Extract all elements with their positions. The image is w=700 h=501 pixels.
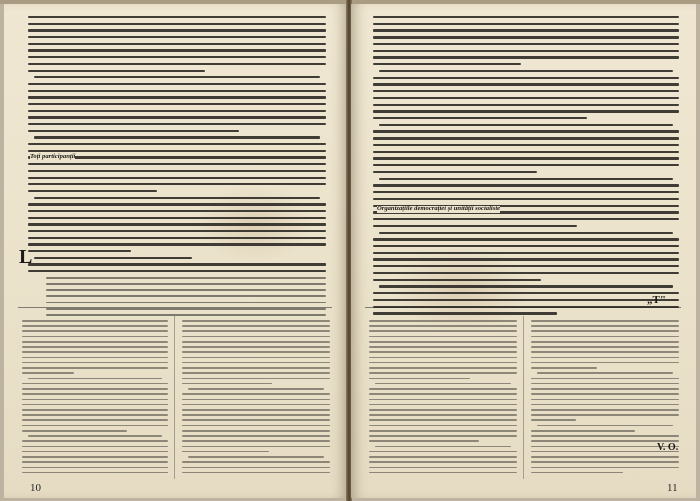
text-line [373, 279, 541, 281]
text-line [531, 362, 679, 364]
text-line [369, 435, 517, 437]
text-line [373, 218, 679, 220]
right-top-article-body [373, 16, 679, 319]
run-in-heading: Toți participanții [30, 153, 76, 160]
text-line [531, 419, 576, 421]
text-line [369, 367, 517, 369]
text-line [22, 393, 168, 395]
text-line [182, 346, 330, 348]
text-line [28, 116, 326, 118]
text-line [379, 70, 673, 72]
text-line [34, 136, 320, 138]
text-line [373, 225, 577, 227]
text-line [531, 320, 679, 322]
text-line [46, 277, 326, 279]
text-line [369, 393, 517, 395]
text-line [182, 399, 330, 401]
text-line [182, 330, 330, 332]
text-line [182, 320, 330, 322]
text-line [22, 388, 168, 390]
text-line [46, 308, 326, 310]
text-line [28, 190, 157, 192]
text-line [369, 341, 517, 343]
text-line [182, 409, 330, 411]
left-top-article-body [28, 16, 326, 320]
text-line [28, 63, 326, 65]
text-line [531, 435, 679, 437]
text-line [373, 56, 679, 58]
text-line [28, 83, 326, 85]
text-line [373, 104, 679, 106]
text-line [373, 36, 679, 38]
text-line [537, 425, 673, 427]
text-line [28, 150, 326, 152]
text-line [373, 299, 679, 301]
text-line [369, 330, 517, 332]
text-line [373, 238, 679, 240]
text-line [22, 346, 168, 348]
text-line [46, 295, 326, 297]
text-line [373, 97, 679, 99]
text-line [34, 257, 192, 259]
text-line [182, 446, 330, 448]
text-line [373, 164, 679, 166]
text-line [28, 210, 326, 212]
text-line [369, 467, 517, 469]
text-line [531, 336, 679, 338]
text-line [28, 177, 326, 179]
text-line [28, 56, 326, 58]
text-line [373, 137, 679, 139]
text-line [373, 83, 679, 85]
text-line [28, 378, 162, 380]
text-line [22, 440, 168, 442]
text-line [373, 50, 679, 52]
text-line [182, 451, 269, 453]
text-line [28, 90, 326, 92]
text-line [182, 336, 330, 338]
text-line [34, 76, 320, 78]
text-line [531, 461, 679, 463]
text-line [531, 472, 623, 474]
text-line [28, 223, 326, 225]
text-line [373, 198, 679, 200]
text-line [369, 404, 517, 406]
text-line [22, 383, 168, 385]
text-line [28, 36, 326, 38]
text-line [22, 467, 168, 469]
text-line [182, 425, 330, 427]
text-line [373, 312, 557, 314]
text-line [369, 378, 470, 380]
text-line [369, 399, 517, 401]
text-line [188, 388, 324, 390]
text-line [28, 123, 326, 125]
text-line [22, 451, 168, 453]
text-line [369, 440, 479, 442]
text-line [531, 467, 679, 469]
text-line [182, 393, 330, 395]
text-line [28, 49, 326, 51]
text-line [369, 430, 517, 432]
text-line [373, 184, 679, 186]
text-line [531, 414, 679, 416]
text-line [369, 456, 517, 458]
text-line [373, 258, 679, 260]
text-line [373, 252, 679, 254]
text-line [531, 325, 679, 327]
text-line [28, 435, 162, 437]
text-line [369, 409, 517, 411]
text-line [182, 440, 330, 442]
text-line [46, 283, 326, 285]
text-line [22, 419, 168, 421]
text-line [373, 110, 679, 112]
text-line [531, 330, 679, 332]
text-line [28, 70, 205, 72]
right-page [351, 4, 696, 498]
run-in-heading: Organizațiile democrației și unității socialiste [377, 205, 501, 212]
text-line [369, 414, 517, 416]
text-line [531, 357, 679, 359]
text-line [379, 124, 673, 126]
text-line [182, 404, 330, 406]
text-line [182, 372, 330, 374]
text-line [369, 357, 517, 359]
text-line [373, 117, 587, 119]
right-column-1-italic [369, 320, 517, 477]
text-line [22, 325, 168, 327]
text-line [182, 472, 330, 474]
drop-cap: L [19, 246, 33, 268]
text-line [188, 456, 324, 458]
text-line [28, 237, 326, 239]
text-line [373, 157, 679, 159]
text-line [373, 29, 679, 31]
text-line [28, 16, 326, 18]
text-line [28, 230, 326, 232]
page-number-left: 10 [30, 482, 41, 494]
column-rule [174, 316, 175, 479]
text-line [22, 320, 168, 322]
text-line [373, 151, 679, 153]
text-line [373, 272, 679, 274]
text-line [373, 245, 679, 247]
text-line [28, 263, 326, 265]
text-line [369, 425, 517, 427]
text-line [182, 383, 272, 385]
left-column-2-italic [182, 320, 330, 477]
text-line [22, 409, 168, 411]
text-line [28, 29, 326, 31]
text-line [28, 143, 326, 145]
text-line [369, 320, 517, 322]
left-page [4, 4, 347, 498]
text-line [369, 451, 517, 453]
text-line [369, 372, 517, 374]
text-line [375, 383, 511, 385]
text-line [369, 336, 517, 338]
text-line [28, 217, 326, 219]
text-line [373, 90, 679, 92]
text-line [28, 203, 326, 205]
text-line [373, 292, 679, 294]
text-line [22, 425, 168, 427]
text-line [373, 77, 679, 79]
column-signature: V. O. [657, 442, 679, 453]
text-line [373, 191, 679, 193]
text-line [46, 314, 326, 316]
text-line [182, 367, 330, 369]
text-line [28, 270, 326, 272]
text-line [531, 456, 679, 458]
text-line [182, 461, 330, 463]
text-line [373, 43, 679, 45]
text-line [22, 430, 127, 432]
text-line [537, 372, 673, 374]
text-line [369, 346, 517, 348]
text-line [22, 362, 168, 364]
text-line [22, 357, 168, 359]
column-rule [523, 316, 524, 479]
text-line [373, 265, 679, 267]
text-line [531, 430, 635, 432]
text-line [373, 16, 679, 18]
text-line [34, 197, 320, 199]
text-line [46, 289, 326, 291]
text-line [182, 325, 330, 327]
text-line [369, 472, 517, 474]
text-line [182, 419, 330, 421]
text-line [531, 383, 679, 385]
text-line [182, 351, 330, 353]
text-line [28, 170, 326, 172]
text-line [531, 399, 679, 401]
text-line [28, 243, 326, 245]
text-line [373, 23, 679, 25]
page-number-right: 11 [667, 482, 678, 494]
text-line [369, 461, 517, 463]
text-line [22, 456, 168, 458]
text-line [375, 446, 511, 448]
text-line [28, 163, 326, 165]
text-line [531, 341, 679, 343]
text-line [22, 351, 168, 353]
text-line [373, 144, 679, 146]
text-line [531, 346, 679, 348]
text-line [22, 336, 168, 338]
text-line [531, 388, 679, 390]
left-column-1-italic [22, 320, 168, 477]
text-line [373, 63, 521, 65]
text-line [182, 362, 330, 364]
text-line [379, 178, 673, 180]
text-line [22, 414, 168, 416]
text-line [22, 399, 168, 401]
text-line [22, 446, 168, 448]
text-line [379, 285, 673, 287]
text-line [531, 378, 679, 380]
text-line [28, 183, 326, 185]
text-line [182, 430, 330, 432]
section-divider [365, 307, 681, 308]
text-line [46, 302, 326, 304]
text-line [531, 409, 679, 411]
text-line [182, 467, 330, 469]
text-line [28, 110, 326, 112]
text-line [28, 96, 326, 98]
text-line [369, 419, 517, 421]
text-line [28, 103, 326, 105]
text-line [531, 367, 597, 369]
text-line [182, 341, 330, 343]
text-line [531, 404, 679, 406]
text-line [379, 232, 673, 234]
text-line [22, 330, 168, 332]
text-line [22, 367, 168, 369]
text-line [373, 171, 537, 173]
text-line [22, 341, 168, 343]
text-line [531, 351, 679, 353]
text-line [182, 435, 330, 437]
text-line [28, 250, 131, 252]
text-line [182, 357, 330, 359]
text-line [28, 23, 326, 25]
right-column-2-italic [531, 320, 679, 477]
text-line [182, 414, 330, 416]
section-divider [18, 307, 332, 308]
text-line [369, 388, 517, 390]
text-line [369, 362, 517, 364]
text-line [22, 372, 74, 374]
text-line [369, 351, 517, 353]
text-line [369, 325, 517, 327]
text-line [22, 461, 168, 463]
text-line [28, 43, 326, 45]
text-line [182, 378, 330, 380]
text-line [28, 130, 239, 132]
text-line [531, 393, 679, 395]
text-line [373, 130, 679, 132]
article-signature: „T" [647, 294, 666, 306]
text-line [22, 404, 168, 406]
text-line [22, 472, 168, 474]
